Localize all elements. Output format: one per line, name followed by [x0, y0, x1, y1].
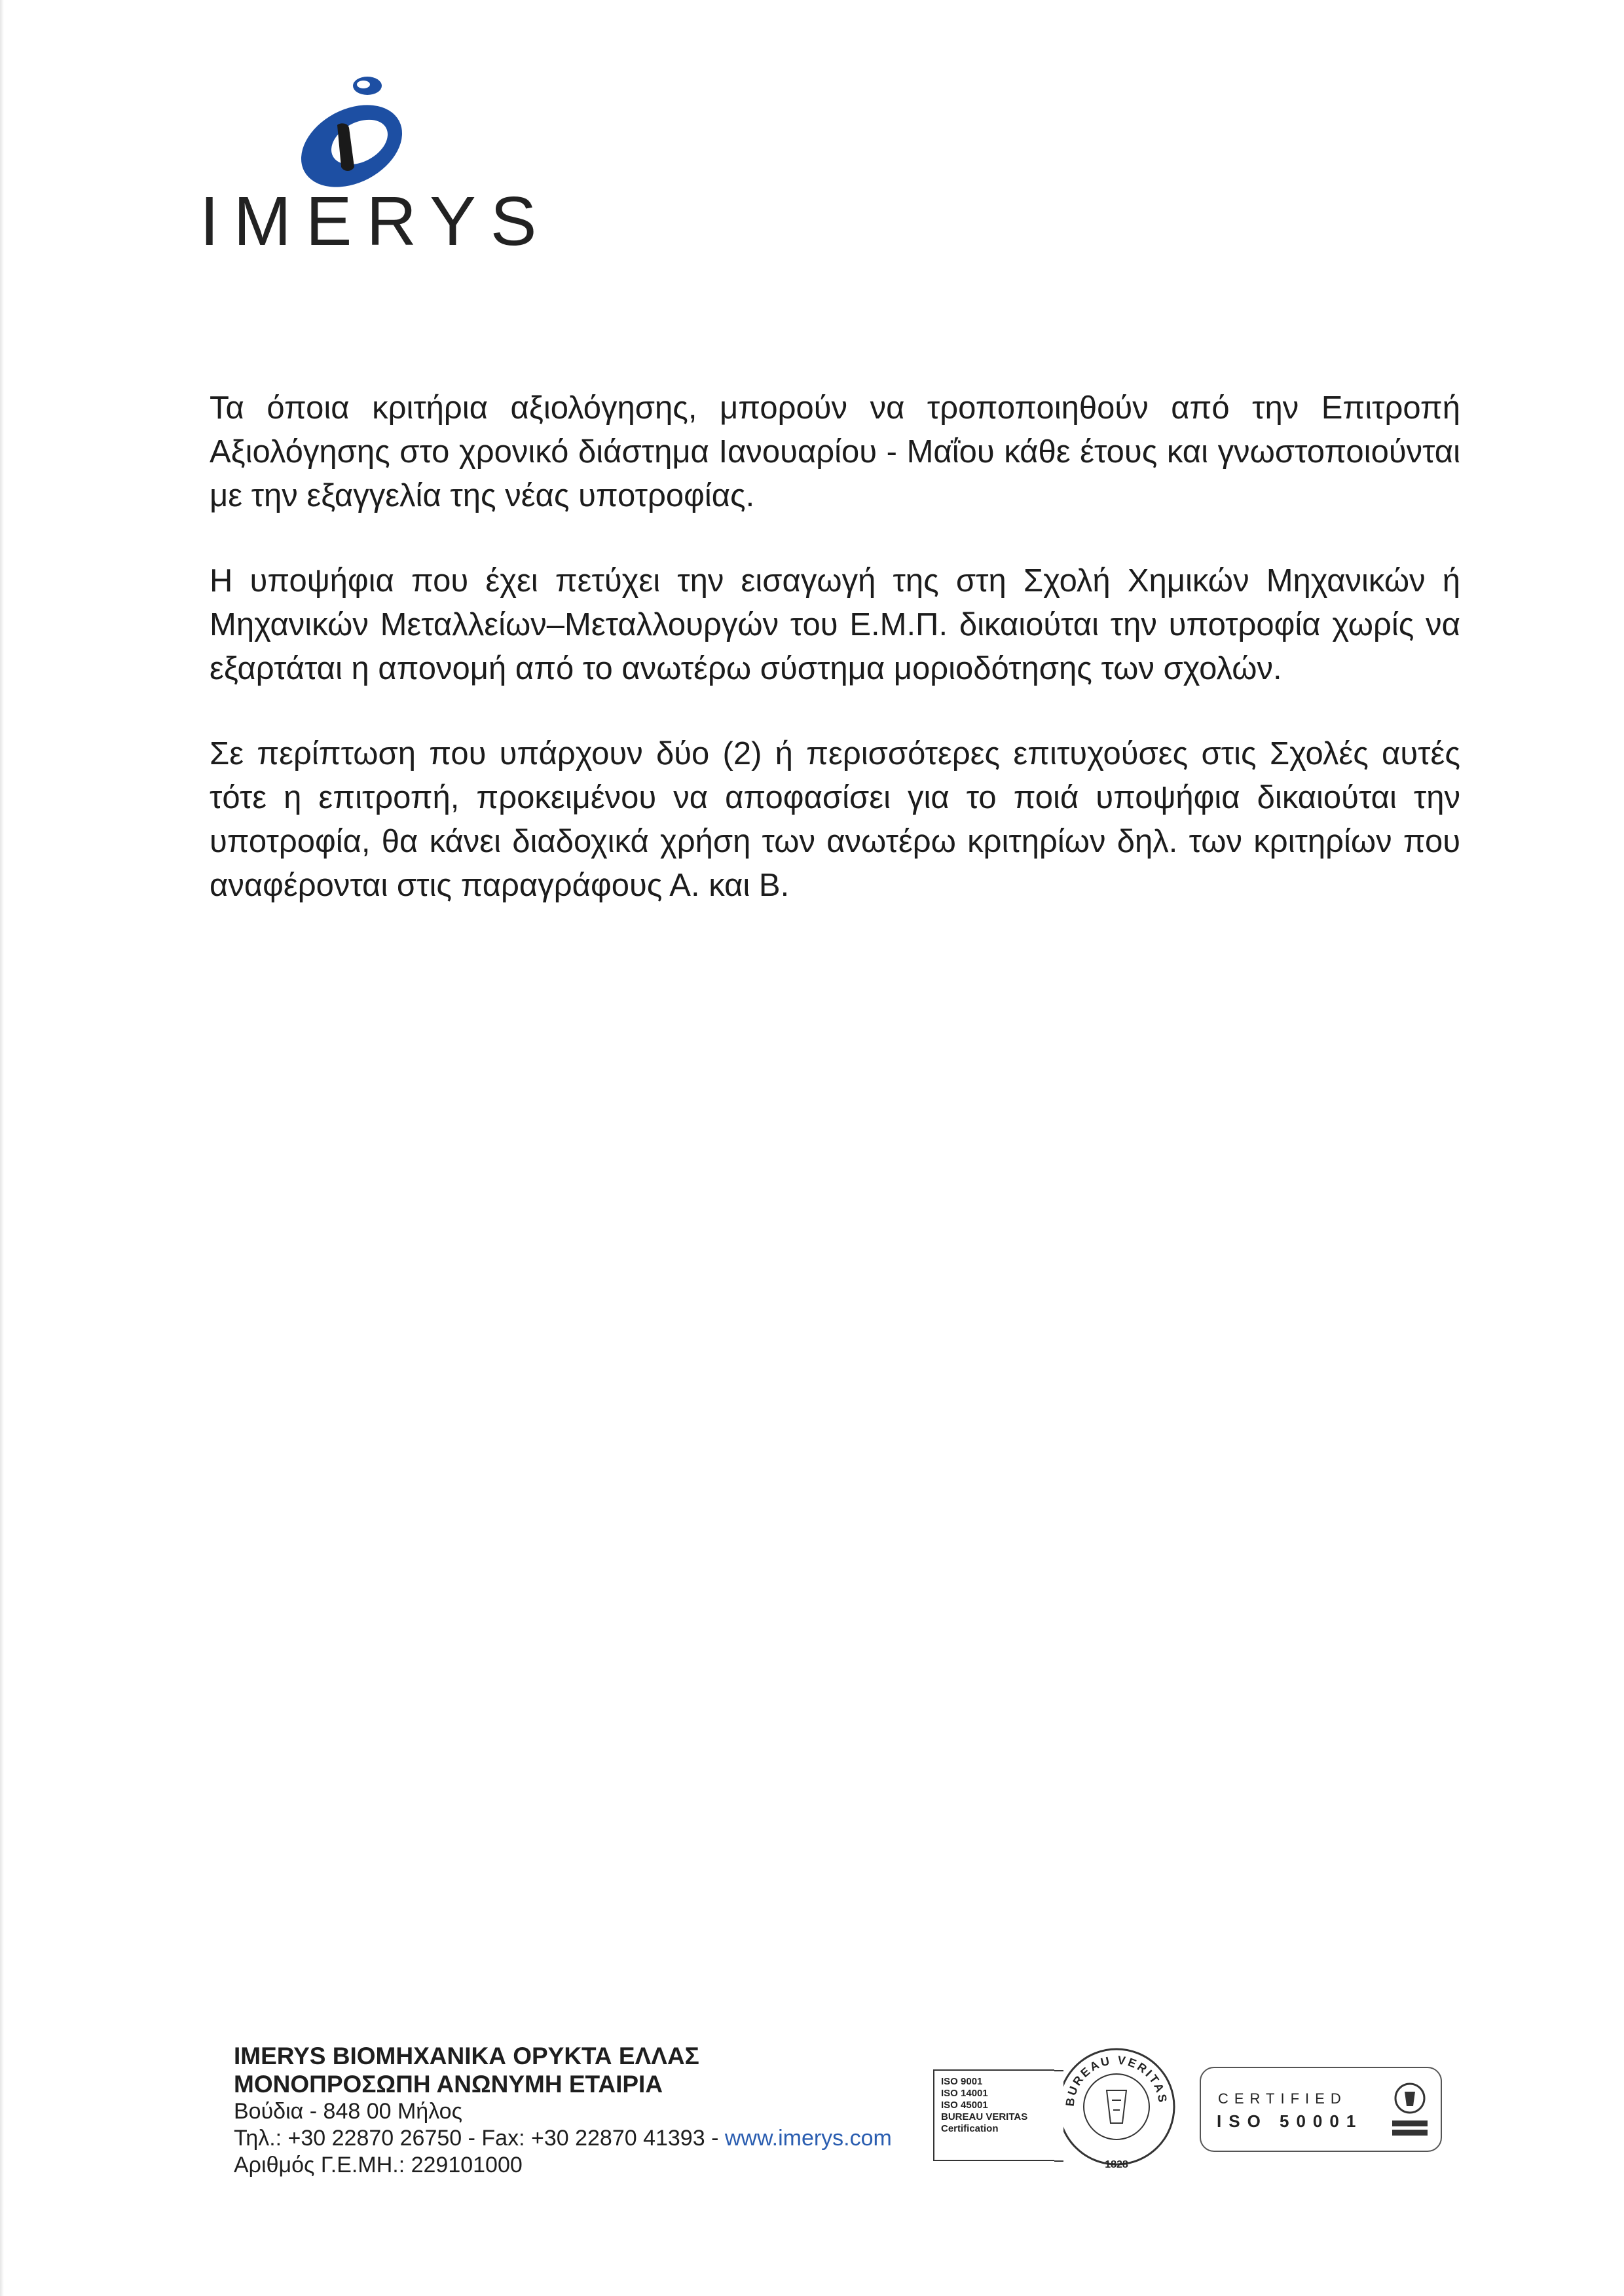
footer-company-name: IMERYS ΒΙΟΜΗΧΑΝΙΚΑ ΟΡΥΚΤΑ ΕΛΛΑΣ — [234, 2043, 699, 2069]
imerys-logo-mark-icon — [291, 62, 409, 193]
iso-50001-badge — [1200, 2067, 1442, 2152]
imerys-wordmark: IMERYS — [200, 183, 551, 260]
bv-subtitle: Certification — [941, 2123, 999, 2134]
footer-phone-fax: Τηλ.: +30 22870 26750 - Fax: +30 22870 41393 - — [234, 2126, 725, 2151]
iso-standard-label: ISO 50001 — [1217, 2111, 1363, 2131]
bureau-veritas-seal-icon — [1054, 2038, 1179, 2176]
bv-seal-text: BUREAU VERITAS — [1063, 2053, 1170, 2107]
iso-certified-label: CERTIFIED — [1218, 2090, 1347, 2107]
bv-seal-year: 1828 — [1105, 2159, 1128, 2170]
bv-standard-9001: ISO 9001 — [941, 2076, 983, 2087]
bv-name: BUREAU VERITAS — [941, 2111, 1028, 2122]
footer-contact — [234, 2125, 954, 2152]
footer-website-link[interactable]: www.imerys.com — [724, 2126, 892, 2151]
paragraph-ntua-admission: Η υποψήφια που έχει πετύχει την εισαγωγή της στη Σχολή Χημικών Μηχανικών ή Μηχανικών Μεταλλείων–Μεταλλουργών του Ε.Μ.Π. δικαιούται την υποτροφία χωρίς να εξαρτάται η απονομή από το ανωτέρω σύστημα μοριοδότησης των σχολών. — [210, 563, 1460, 686]
paragraph-criteria-modification: Τα όποια κριτήρια αξιολόγησης, μπορούν να τροποποιηθούν από την Επιτροπή Αξιολόγησης στο χρονικό διάστημα Ιανουαρίου - Μαΐου κάθε έτους και γνωστοποιούνται με την εξαγγελία της νέας υποτροφίας. — [210, 390, 1460, 513]
paragraph-multiple-candidates: Σε περίπτωση που υπάρχουν δύο (2) ή περισσότερες επιτυχούσες στις Σχολές αυτές τότε η επιτροπή, προκειμένου να αποφασίσει για το ποιά υποψήφια δικαιούται την υποτροφία, θα κάνει διαδοχικά χρήση των ανωτέρω κριτηρίων δηλ. των κριτηρίων που αναφέρονται στις παραγράφους Α. και Β. — [210, 736, 1460, 903]
imerys-logo — [200, 62, 551, 272]
footer-gemi: Αριθμός Γ.Ε.ΜΗ.: 229101000 — [234, 2153, 523, 2177]
footer-company-type: ΜΟΝΟΠΡΟΣΩΠΗ ΑΝΩΝΥΜΗ ΕΤΑΙΡΙΑ — [234, 2071, 663, 2098]
bv-standard-45001: ISO 45001 — [941, 2100, 988, 2111]
footer-address: Βούδια - 848 00 Μήλος — [234, 2099, 462, 2124]
footer-company-info — [234, 2042, 954, 2179]
scan-edge — [0, 0, 4, 2296]
bureau-veritas-badge — [933, 2038, 1182, 2176]
bv-standards-box — [933, 2069, 1054, 2161]
bv-standard-14001: ISO 14001 — [941, 2088, 988, 2099]
document-body — [210, 386, 1460, 949]
bureau-veritas-mark-icon — [1387, 2077, 1433, 2143]
